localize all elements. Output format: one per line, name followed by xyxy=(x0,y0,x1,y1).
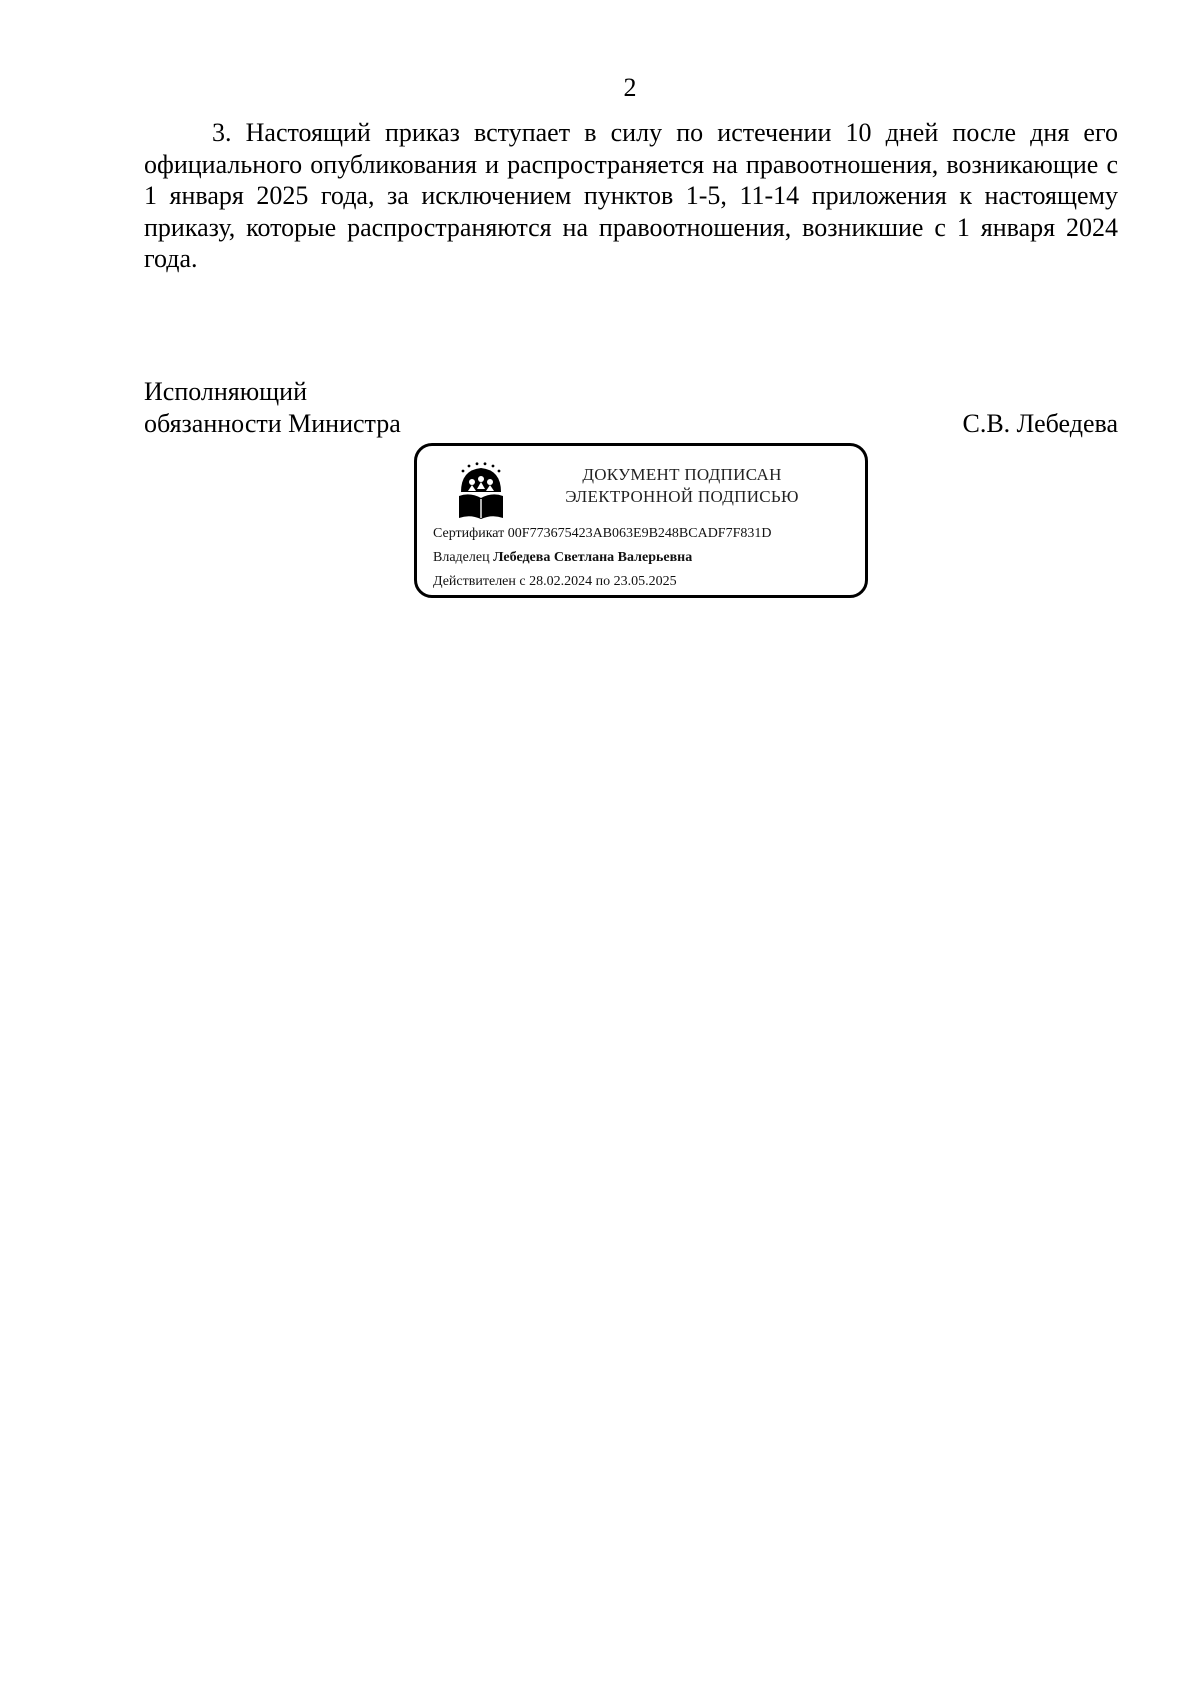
validity-line xyxy=(433,573,677,591)
valid-label: Действителен с xyxy=(433,574,526,589)
signature-position xyxy=(144,376,401,440)
valid-to: 23.05.2025 xyxy=(613,574,677,589)
owner-value: Лебедева Светлана Валерьевна xyxy=(493,550,693,565)
body-paragraph: 3. Настоящий приказ вступает в силу по истечении 10 дней после дня его официального опубликования и распространяется на правоотношения, возникающие с 1 января 2025 года, за исключением пунктов 1-5, 11-14 приложения к настоящему приказу, которые распространяются на правоотношения, возникшие с 1 января 2024 года. xyxy=(144,118,1118,273)
stamp-title-line-2: ЭЛЕКТРОННОЙ ПОДПИСЬЮ xyxy=(565,487,799,506)
certificate-label: Сертификат xyxy=(433,526,505,541)
position-line-1: Исполняющий xyxy=(144,377,308,406)
electronic-signature-stamp xyxy=(414,443,868,598)
certificate-value: 00F773675423AB063E9B248BCADF7F831D xyxy=(507,526,772,541)
emblem-icon xyxy=(455,462,507,520)
valid-to-label: по xyxy=(595,574,611,589)
certificate-line xyxy=(433,525,771,543)
page-number: 2 xyxy=(623,73,637,102)
valid-from: 28.02.2024 xyxy=(529,574,593,589)
signatory-name: С.В. Лебедева xyxy=(962,409,1118,438)
position-line-2: обязанности Министра xyxy=(144,409,401,438)
stamp-title-line-1: ДОКУМЕНТ ПОДПИСАН xyxy=(582,465,782,484)
stamp-title xyxy=(517,464,847,508)
owner-line xyxy=(433,549,692,567)
owner-label: Владелец xyxy=(433,550,490,565)
signature-block xyxy=(144,376,1118,440)
